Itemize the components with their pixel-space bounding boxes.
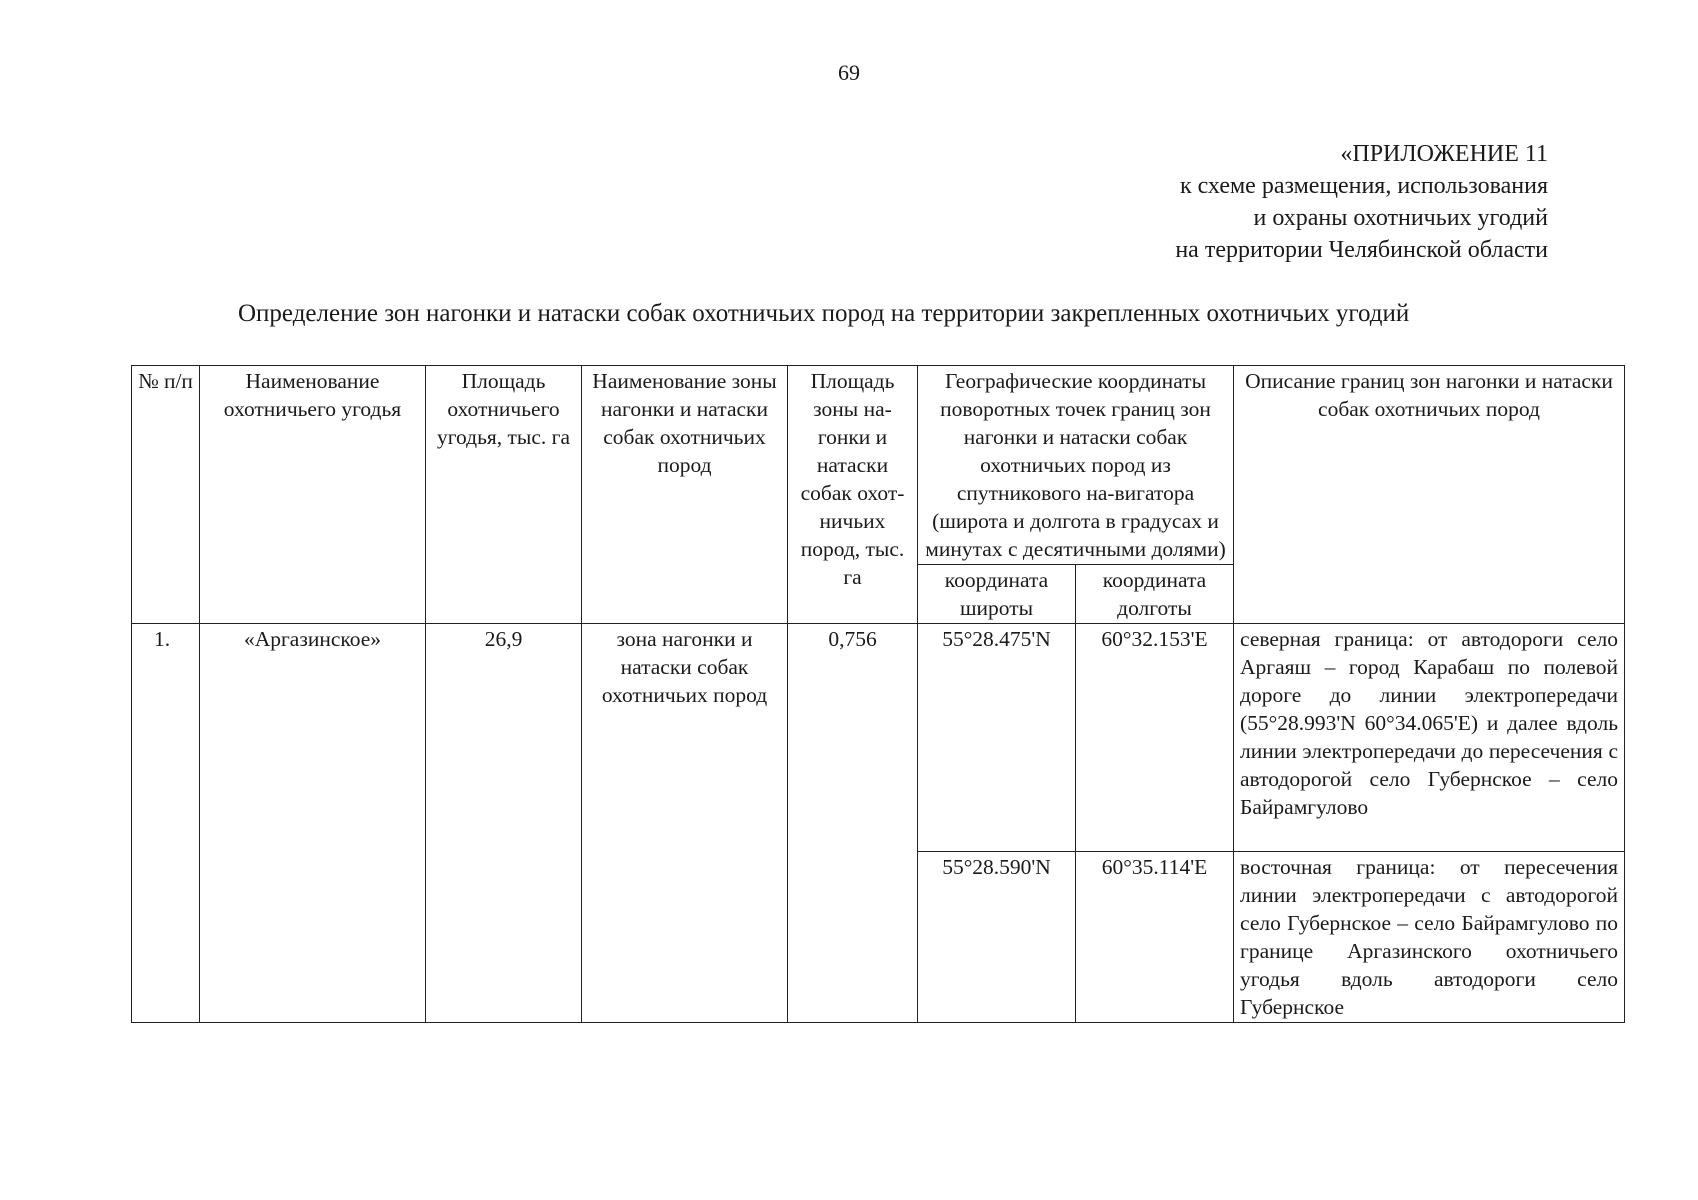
- appendix-line-2: к схеме размещения, использования: [1179, 173, 1548, 199]
- table-row: [132, 624, 1625, 852]
- cell-zone-area: 0,756: [788, 624, 918, 1023]
- header-latitude: координата широты: [918, 565, 1076, 624]
- header-hunting-ground-area: Площадь охотничьего угодья, тыс. га: [426, 366, 582, 624]
- cell-hunting-ground-name: «Аргазинское»: [200, 624, 426, 1023]
- cell-hunting-ground-area: 26,9: [426, 624, 582, 1023]
- appendix-line-3: и охраны охотничьих угодий: [1253, 205, 1548, 231]
- cell-boundary-description: восточная граница: от пересечения линии электропередачи с автодорогой село Губернское – село Байрамгулово по границе Аргазинского охотничьего угодья вдоль автодороги село Губернское: [1234, 852, 1625, 1023]
- zones-table: [131, 365, 1625, 1023]
- header-num: № п/п: [132, 366, 200, 624]
- cell-latitude: 55°28.590'N: [918, 852, 1076, 1023]
- header-zone-area: Площадь зоны на-гонки и натаски собак охот-ничьих пород, тыс. га: [788, 366, 918, 624]
- header-zone-name: Наименование зоны нагонки и натаски собак охотничьих пород: [582, 366, 788, 624]
- cell-zone-name: зона нагонки и натаски собак охотничьих пород: [582, 624, 788, 1023]
- cell-latitude: 55°28.475'N: [918, 624, 1076, 852]
- header-coordinates: Географические координаты поворотных точек границ зон нагонки и натаски собак охотничьих пород из спутникового на-вигатора (широта и долгота в градусах и минутах с десятичными долями): [918, 366, 1234, 565]
- appendix-line-4: на территории Челябинской области: [1175, 237, 1548, 263]
- appendix-line-1: «ПРИЛОЖЕНИЕ 11: [1340, 141, 1548, 167]
- cell-longitude: 60°35.114'E: [1076, 852, 1234, 1023]
- page-number: 69: [838, 60, 860, 85]
- cell-num: 1.: [132, 624, 200, 1023]
- cell-boundary-description: северная граница: от автодороги село Аргаяш – город Карабаш по полевой дороге до линии электропередачи (55°28.993'N 60°34.065'E) и далее вдоль линии электропередачи до пересечения с автодорогой село Губернское – село Байрамгулово: [1234, 624, 1625, 852]
- cell-longitude: 60°32.153'E: [1076, 624, 1234, 852]
- document-title: Определение зон нагонки и натаски собак охотничьих пород на территории закрепленных охотничьих угодий: [238, 300, 1410, 327]
- header-boundary-description: Описание границ зон нагонки и натаски собак охотничьих пород: [1234, 366, 1625, 624]
- appendix-heading: [1175, 138, 1548, 266]
- header-longitude: координата долготы: [1076, 565, 1234, 624]
- header-hunting-ground-name: Наименование охотничьего угодья: [200, 366, 426, 624]
- table-header-row: [132, 366, 1625, 565]
